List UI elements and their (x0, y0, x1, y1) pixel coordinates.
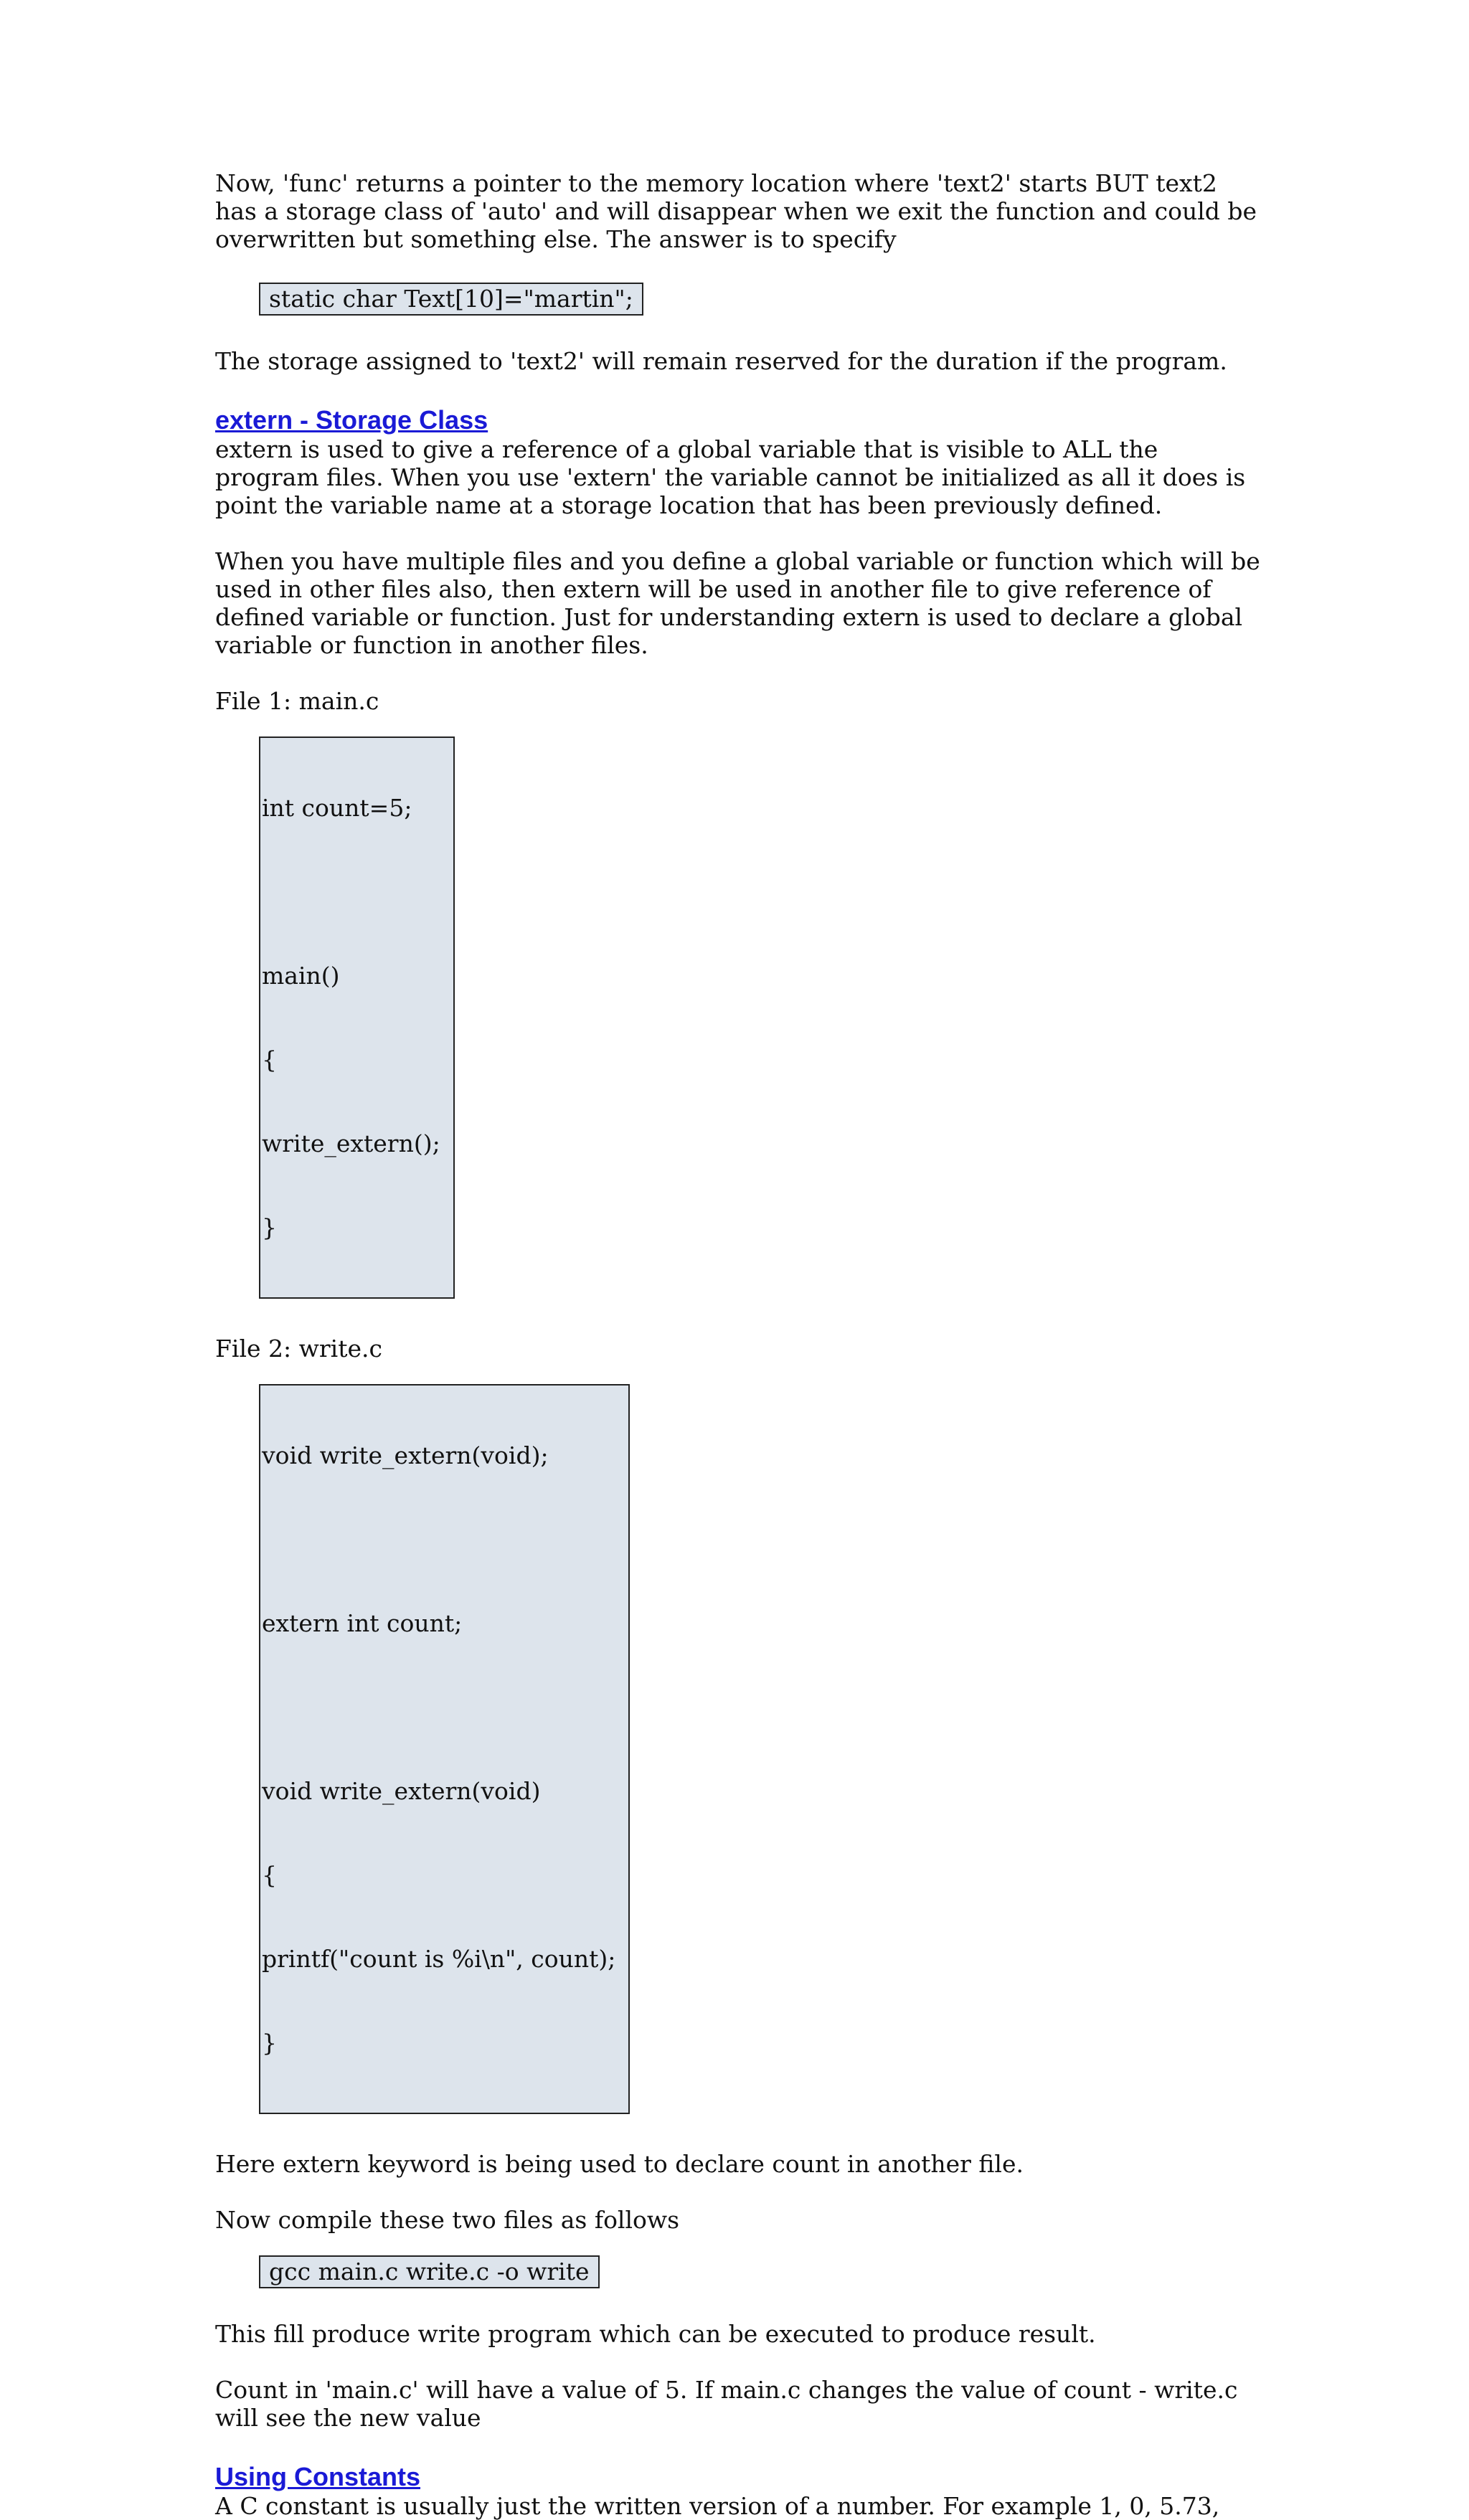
heading-using-constants[interactable]: Using Constants (215, 2462, 421, 2491)
static-decl-block (215, 283, 1262, 316)
write-c-block (215, 1384, 1262, 2114)
code-line: void write_extern(void); (262, 1441, 549, 1469)
code-write-c (259, 1384, 630, 2114)
paragraph-compile-instructions: Now compile these two files as follows (215, 2206, 680, 2234)
code-line: { (262, 1046, 277, 1074)
paragraph-func-pointer: Now, 'func' returns a pointer to the memory location where 'text2' starts BUT text2 has a storage class of 'auto' and will disappear when we exit the function and could be overwritten but something else. The answer is to specify (215, 169, 1257, 253)
code-line (262, 1693, 615, 1721)
paragraph-constants-intro: A C constant is usually just the written version of a number. For example 1, 0, 5.73, (215, 2492, 1220, 2520)
code-line: write_extern(); (262, 1129, 440, 1157)
paragraph-produce-result: This fill produce write program which can be executed to produce result. (215, 2320, 1096, 2348)
paragraph-storage-reserved: The storage assigned to 'text2' will remain reserved for the duration if the program. (215, 347, 1227, 375)
paragraph-extern-description: extern is used to give a reference of a global variable that is visible to ALL the program files. When you use 'extern' the variable cannot be initialized as all it does is point the variable name at a storage location that has been previously defined. (215, 435, 1246, 519)
paragraph-extern-keyword: Here extern keyword is being used to declare count in another file. (215, 2150, 1024, 2178)
heading-extern-storage-class[interactable]: extern - Storage Class (215, 405, 488, 435)
code-line (262, 878, 440, 906)
code-line: extern int count; (262, 1609, 463, 1637)
code-compile-command: gcc main.c write.c -o write (259, 2255, 600, 2288)
code-line: printf("count is %i\n", count); (262, 1945, 616, 1973)
code-line: void write_extern(void) (262, 1777, 541, 1805)
code-line: main() (262, 962, 340, 990)
code-static-declaration: static char Text[10]="martin"; (259, 283, 643, 316)
document-page (215, 169, 1262, 2520)
code-line: } (262, 2029, 277, 2057)
code-line: int count=5; (262, 794, 412, 822)
code-line: { (262, 1861, 277, 1889)
paragraph-count-value: Count in 'main.c' will have a value of 5. If main.c changes the value of count - write.c will see the new value (215, 2376, 1238, 2432)
compile-cmd-block (215, 2255, 1262, 2288)
code-main-c (259, 736, 455, 1299)
paragraph-extern-multiple-files: When you have multiple files and you define a global variable or function which will be used in other files also, then extern will be used in another file to give reference of defined variable or function. Just for understanding extern is used to declare a global variable or function in another files. (215, 547, 1260, 659)
file2-label: File 2: write.c (215, 1335, 382, 1363)
file1-label: File 1: main.c (215, 687, 379, 715)
code-line: } (262, 1213, 277, 1241)
code-line (262, 1525, 615, 1553)
main-c-block (215, 736, 1262, 1299)
